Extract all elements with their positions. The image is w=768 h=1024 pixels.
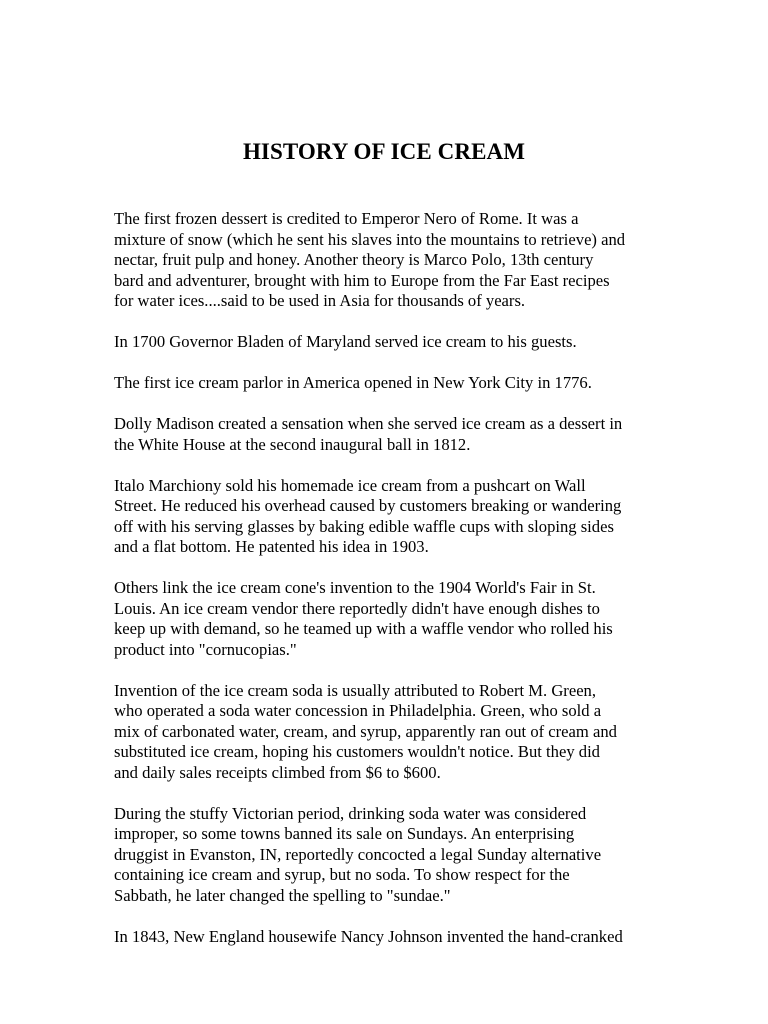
text-line: and daily sales receipts climbed from $6 to $600. [114, 762, 441, 782]
paragraph-ice-cream-soda [114, 681, 674, 784]
text-line: Dolly Madison created a sensation when she served ice cream as a dessert in [114, 414, 623, 433]
text-line: The first frozen dessert is credited to Emperor Nero of Rome. It was a [114, 209, 579, 228]
text-line: substituted ice cream, hoping his customers wouldn't notice. But they did [114, 742, 600, 761]
text-line: During the stuffy Victorian period, drinking soda water was considered [114, 803, 587, 823]
paragraph-marchiony [114, 476, 674, 558]
paragraph-dolly-madison [114, 414, 674, 455]
paragraph-bladen [114, 332, 674, 353]
text-line: Others link the ice cream cone's invention to the 1904 World's Fair in St. [114, 578, 596, 597]
text-line: and a flat bottom. He patented his idea in 1903. [114, 537, 429, 556]
text-line: mix of carbonated water, cream, and syrup, apparently ran out of cream and [114, 721, 617, 741]
text-line: In 1700 Governor Bladen of Maryland served ice cream to his guests. [114, 332, 577, 351]
text-line: off with his serving glasses by baking edible waffle cups with sloping sides [114, 516, 614, 536]
text-line: Louis. An ice cream vendor there reportedly didn't have enough dishes to [114, 598, 600, 618]
paragraph-nero [114, 209, 674, 312]
text-line: who operated a soda water concession in Philadelphia. Green, who sold a [114, 701, 602, 720]
document-body [114, 209, 674, 968]
text-line: product into "cornucopias." [114, 639, 297, 659]
text-line: Street. He reduced his overhead caused by customers breaking or wandering [114, 496, 622, 515]
text-line: Invention of the ice cream soda is usually attributed to Robert M. Green, [114, 680, 597, 700]
paragraph-first-parlor [114, 373, 674, 394]
text-line: improper, so some towns banned its sale on Sundays. An enterprising [114, 824, 575, 843]
text-line: mixture of snow (which he sent his slaves into the mountains to retrieve) and [114, 229, 626, 249]
text-line: containing ice cream and syrup, but no soda. To show respect for the [114, 865, 570, 884]
text-line: for water ices....said to be used in Asia for thousands of years. [114, 291, 526, 310]
text-line: The first ice cream parlor in America opened in New York City in 1776. [114, 373, 592, 392]
text-line: Sabbath, he later changed the spelling to "sundae." [114, 885, 451, 905]
text-line: Italo Marchiony sold his homemade ice cream from a pushcart on Wall [114, 475, 586, 495]
page-title: HISTORY OF ICE CREAM [242, 139, 526, 164]
text-line: nectar, fruit pulp and honey. Another theory is Marco Polo, 13th century [114, 250, 594, 269]
paragraph-nancy-johnson [114, 927, 674, 948]
paragraph-sundae [114, 804, 674, 907]
text-line: In 1843, New England housewife Nancy Johnson invented the hand-cranked [114, 926, 623, 946]
text-line: druggist in Evanston, IN, reportedly concocted a legal Sunday alternative [114, 844, 602, 864]
text-line: bard and adventurer, brought with him to Europe from the Far East recipes [114, 270, 610, 290]
text-line: the White House at the second inaugural ball in 1812. [114, 434, 471, 454]
text-line: keep up with demand, so he teamed up with a waffle vendor who rolled his [114, 619, 613, 638]
paragraph-worlds-fair [114, 578, 674, 660]
